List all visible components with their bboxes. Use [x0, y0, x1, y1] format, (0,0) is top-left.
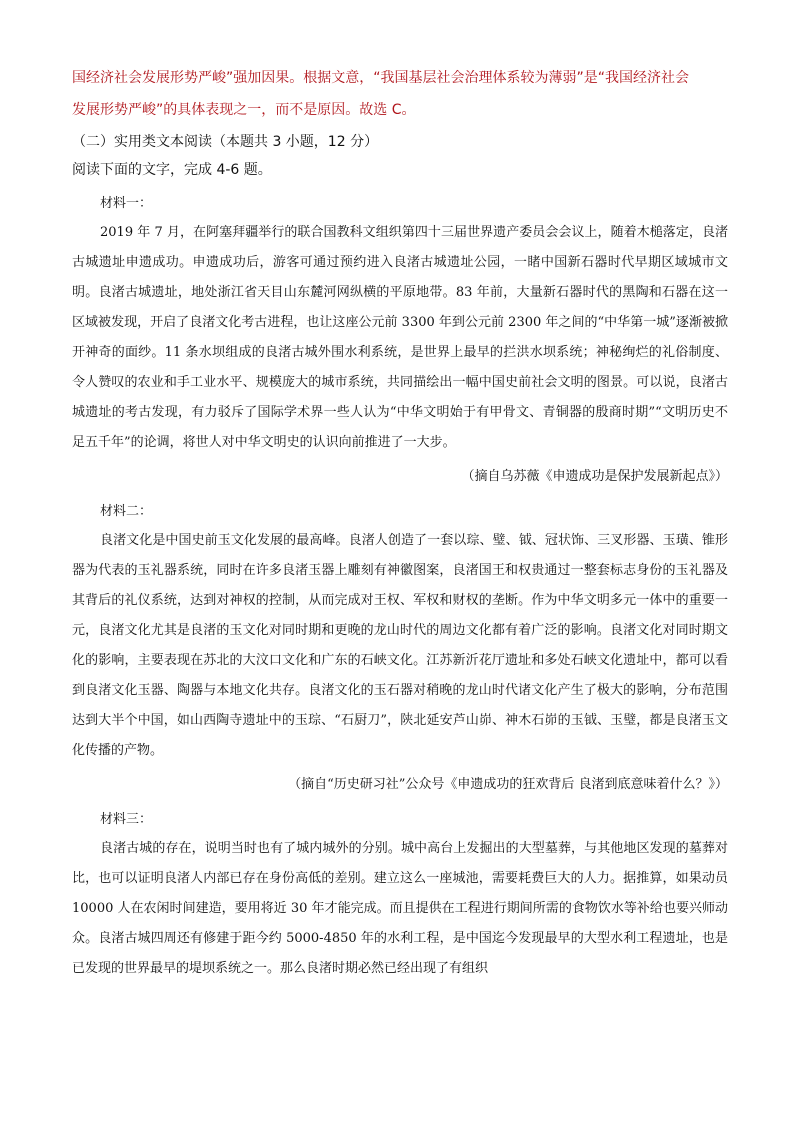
- answer-line-1: 国经济社会发展形势严峻”强加因果。根据文意，“我国基层社会治理体系较为薄弱”是“我国经济社会: [72, 70, 690, 86]
- material-source: （摘自乌苏薇《申遗成功是保护发展新起点》）: [461, 469, 728, 484]
- section-heading: （二）实用类文本阅读（本题共 3 小题，12 分）: [72, 134, 379, 150]
- material-3: [72, 806, 728, 984]
- material-title: 材料一：: [100, 196, 153, 211]
- answer-explanation: [72, 62, 728, 126]
- material-title: 材料二：: [100, 504, 153, 519]
- material-paragraph: 良渚文化是中国史前玉文化发展的最高峰。良渚人创造了一套以琮、璧、钺、冠状饰、三叉形器、玉璜、锥形器为代表的玉礼器系统，同时在许多良渚玉器上雕刻有神徽图案，良渚国王和权贵通过一整套标志身份的玉礼器及其背后的礼仪系统，达到对神权的控制，从而完成对王权、军权和财权的垄断。作为中华文明多元一体中的重要一元，良渚文化尤其是良渚的玉文化对同时期和更晚的龙山时代的周边文化都有着广泛的影响。良渚文化对同时期文化的影响，主要表现在苏北的大汶口文化和广东的石峡文化。江苏新沂花厅遗址和多处石峡文化遗址中，都可以看到良渚文化玉器、陶器与本地文化共存。良渚文化的玉石器对稍晚的龙山时代诸文化产生了极大的影响，分布范围达到大半个中国，如山西陶寺遗址中的玉琮、“石厨刀”，陕北延安芦山峁、神木石峁的玉钺、玉璧，都是良渚玉文化传播的产物。: [72, 533, 728, 758]
- material-source: （摘自“历史研习社”公众号《申遗成功的狂欢背后 良渚到底意味着什么？》）: [288, 777, 728, 792]
- material-1: [72, 190, 728, 492]
- material-paragraph: 2019 年 7 月，在阿塞拜疆举行的联合国教科文组织第四十三届世界遗产委员会会议上，随着木槌落定，良渚古城遗址申遗成功。申遗成功后，游客可通过预约进入良渚古城遗址公园，一睹中国新石器时代早期区域城市文明。良渚古城遗址，地处浙江省天目山东麓河网纵横的平原地带。83 年前，大量新石器时代的黑陶和石器在这一区域被发现，开启了良渚文化考古进程，也让这座公元前 3300 年到公元前 2300 年之间的“中华第一城”逐渐被掀开神奇的面纱。11 条水坝组成的良渚古城外围水利系统，是世界上最早的拦洪水坝系统；神秘绚烂的礼俗制度、令人赞叹的农业和手工业水平、规模庞大的城市系统，共同描绘出一幅中国史前社会文明的图景。可以说，良渚古城遗址的考古发现，有力驳斥了国际学术界一些人认为“中华文明始于有甲骨文、青铜器的殷商时期”“文明历史不足五千年”的论调，将世人对中华文明史的认识向前推进了一大步。: [72, 225, 728, 450]
- material-paragraph: 良渚古城的存在，说明当时也有了城内城外的分别。城中高台上发掘出的大型墓葬，与其他地区发现的墓葬对比，也可以证明良渚人内部已存在身份高低的差别。建立这么一座城池，需要耗费巨大的人力。据推算，如果动员 10000 人在农闲时间建造，要用将近 30 年才能完成。而且提供在工程进行期间所需的食物饮水等补给也要兴师动众。良渚古城四周还有修建于距今约 5000-4850 年的水利工程，是中国迄今发现最早的大型水利工程遗址，也是已发现的世界最早的堤坝系统之一。那么良渚时期必然已经出现了有组织: [72, 841, 728, 976]
- document-content: [72, 62, 728, 984]
- answer-line-2: 发展形势严峻”的具体表现之一，而不是原因。故选 C。: [72, 102, 416, 118]
- material-title: 材料三：: [100, 812, 153, 827]
- material-2: [72, 498, 728, 800]
- section-instruction: 阅读下面的文字，完成 4-6 题。: [72, 162, 272, 178]
